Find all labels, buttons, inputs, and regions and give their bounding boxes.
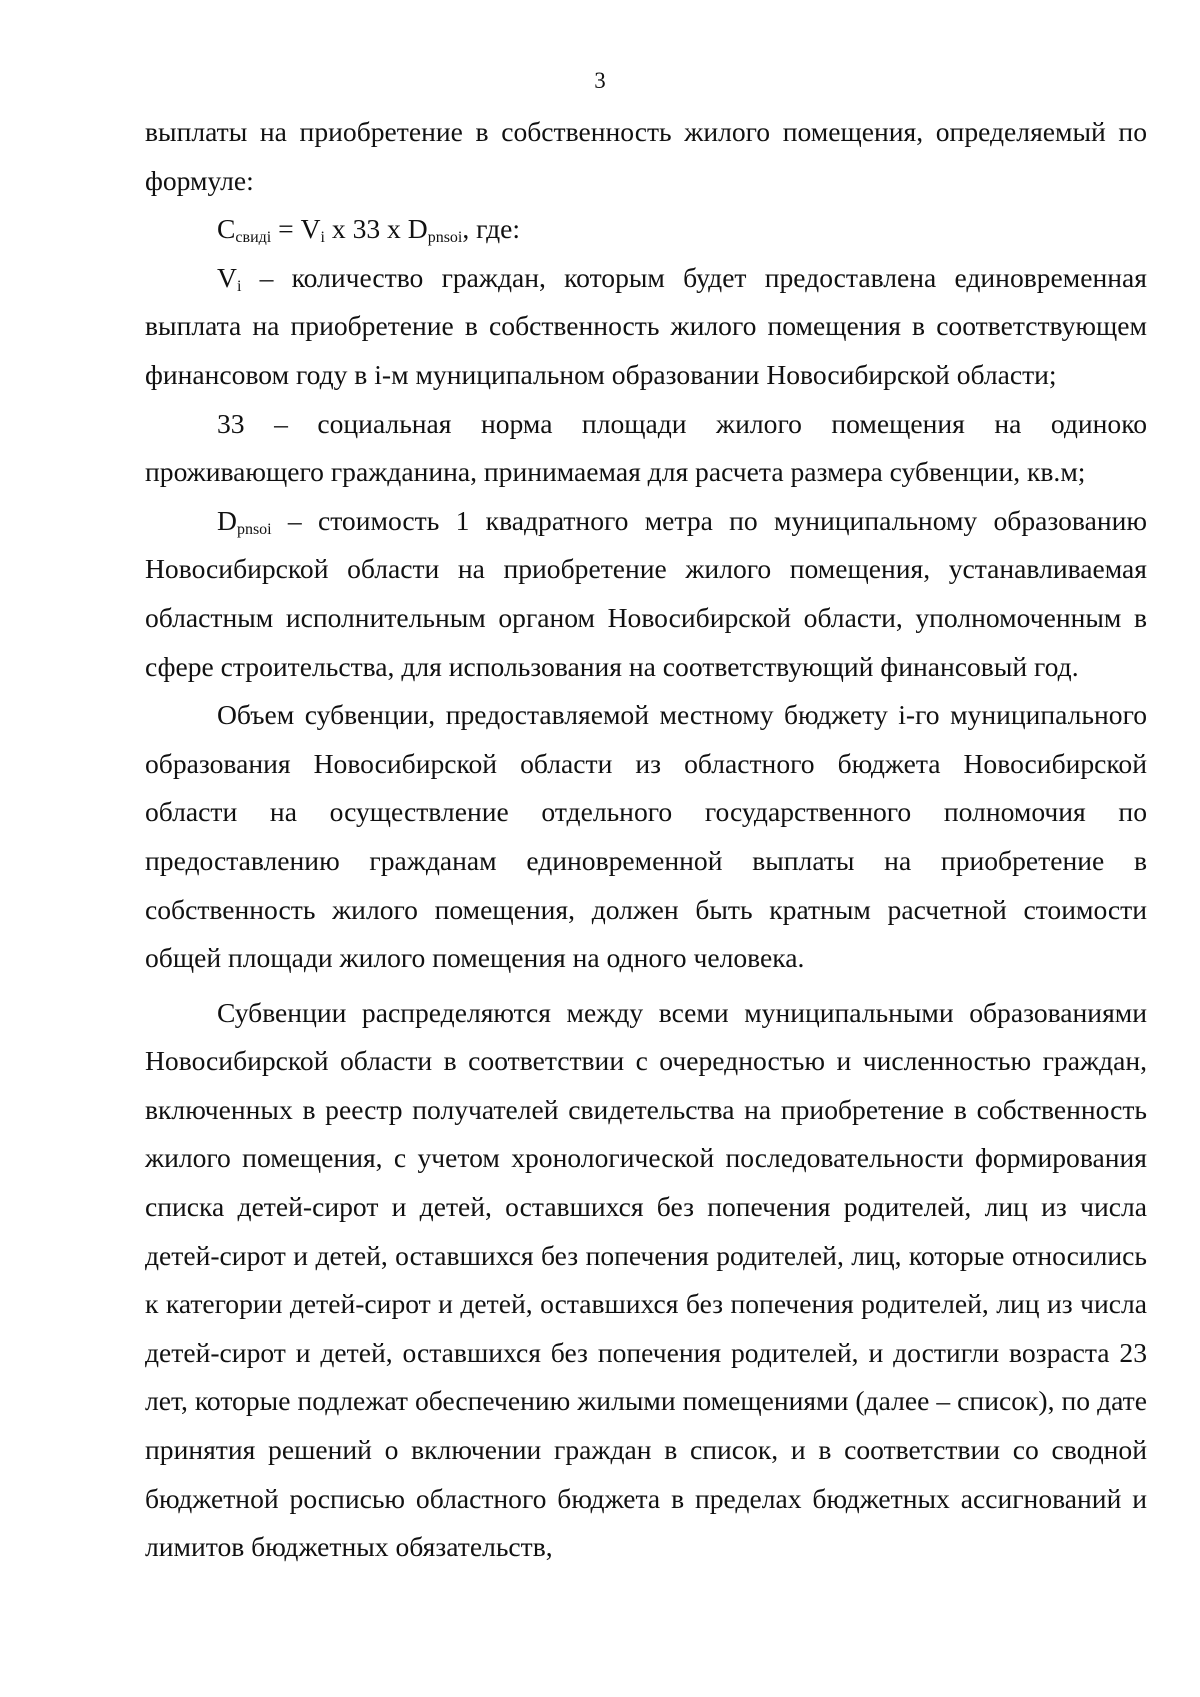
definition-v-symbol: V (217, 261, 237, 293)
formula-line (145, 205, 1147, 254)
definition-v-subscript: i (236, 277, 242, 295)
definition-v (145, 254, 1147, 400)
definition-d (145, 497, 1147, 691)
document-body (145, 108, 1147, 1572)
page-number: 3 (594, 68, 606, 93)
definition-d-text: – стоимость 1 квадратного метра по муниципальному образованию Новосибирской области на приобретение жилого помещения, устанавливаемая областным исполнительным органом Новосибирской области, уполномоченным в сфере строительства, для использования на соответствующий финансовый год. (145, 504, 1147, 682)
definition-d-symbol: D (217, 504, 237, 536)
paragraph-volume: Объем субвенции, предоставляемой местному бюджету i-го муниципального образования Новосибирской области из областного бюджета Новосибирской области на осуществление отдельного государственного полномочия по предоставлению гражданам единовременной выплаты на приобретение в собственность жилого помещения, должен быть кратным расчетной стоимости общей площади жилого помещения на одного человека. (145, 699, 1147, 974)
formula-c-subscript: свиді (235, 229, 272, 247)
definition-33: 33 – социальная норма площади жилого помещения на одиноко проживающего гражданина, принимаемая для расчета размера субвенции, кв.м; (145, 407, 1147, 488)
definition-v-text: – количество граждан, которым будет предоставлена единовременная выплата на приобретение в собственность жилого помещения в соответствующем финансовом году в i-м муниципальном образовании Новосибирской области; (145, 261, 1147, 390)
formula-eq: = V (271, 213, 321, 245)
formula-tail: , где: (462, 213, 521, 245)
formula-d-subscript: pnsoi (427, 229, 463, 247)
paragraph-intro: выплаты на приобретение в собственность жилого помещения, определяемый по формуле: (145, 116, 1147, 196)
definition-d-subscript: pnsoi (236, 520, 272, 538)
formula-v-subscript: i (320, 229, 325, 247)
formula-c: C (217, 213, 236, 245)
formula-mid: х 33 х D (324, 213, 428, 245)
paragraph-distribution: Субвенции распределяются между всеми муниципальными образованиями Новосибирской области в соответствии с очередностью и численностью граждан, включенных в реестр получателей свидетельства на приобретение в собственность жилого помещения, с учетом хронологической последовательности формирования списка детей-сирот и детей, оставшихся без попечения родителей, лиц из числа детей-сирот и детей, оставшихся без попечения родителей, лиц, которые относились к категории детей-сирот и детей, оставшихся без попечения родителей, лиц из числа детей-сирот и детей, оставшихся без попечения родителей, и достигли возраста 23 лет, которые подлежат обеспечению жилыми помещениями (далее – список), по дате принятия решений о включении граждан в список, и в соответствии со сводной бюджетной росписью областного бюджета в пределах бюджетных ассигнований и лимитов бюджетных обязательств, (145, 996, 1147, 1563)
